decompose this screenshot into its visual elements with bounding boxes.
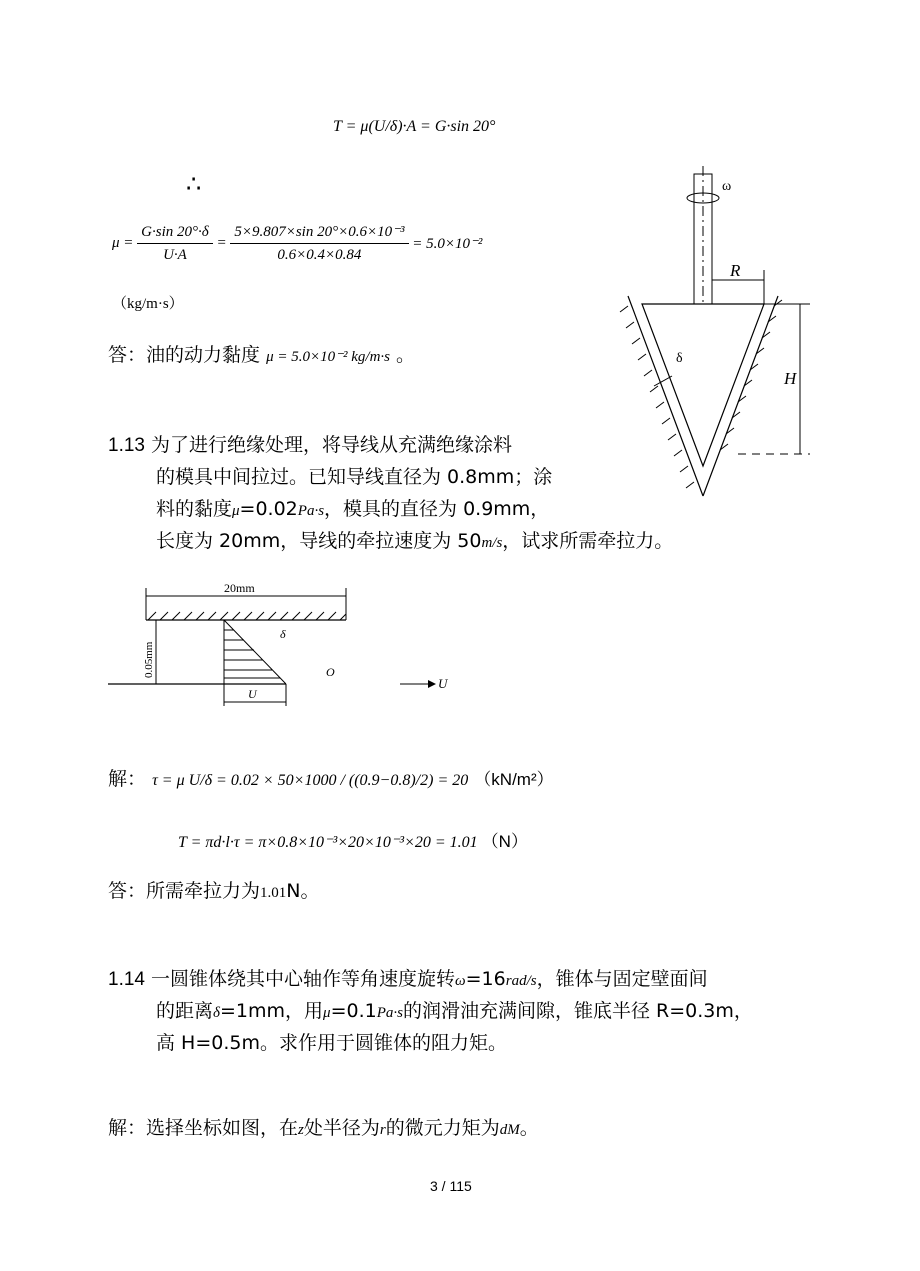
text: ，锥体与固定壁面间 — [536, 968, 708, 990]
problem-1-14-line3: 高 H=0.5m。求作用于圆锥体的阻力矩。 — [156, 1032, 507, 1054]
eq2-fraction-1 — [137, 221, 213, 266]
equation-pull-force — [178, 827, 528, 852]
width-label: 20mm — [224, 581, 255, 595]
solution-1-14 — [108, 1113, 539, 1140]
unit: Pa·s — [376, 1005, 403, 1021]
solution-1-13 — [108, 764, 554, 791]
answer2-prefix: 答：所需牵拉力为 — [108, 880, 261, 902]
solution-equation: τ = μ U/δ = 0.02 × 50×1000 / ((0.9−0.8)/2) = 20 — [152, 772, 469, 789]
text: 的微元力矩为 — [385, 1117, 500, 1139]
wire-die-figure — [108, 578, 468, 713]
problem-1-14-line2 — [156, 996, 753, 1023]
text: 长度为 20mm，导线的牵拉速度为 50 — [156, 530, 482, 552]
eq2-f2-denominator: 0.6×0.4×0.84 — [277, 247, 362, 263]
mu-symbol: μ — [323, 1005, 331, 1021]
text: =0.02 — [239, 498, 298, 520]
mu-symbol: μ — [232, 503, 240, 519]
text: 料的黏度 — [156, 498, 233, 520]
text: 处半径为 — [303, 1117, 380, 1139]
eq2-f2-numerator: 5×9.807×sin 20°×0.6×10⁻³ — [230, 221, 408, 244]
text: 解：选择坐标如图，在 — [108, 1117, 299, 1139]
problem-1-13-line2: 的模具中间拉过。已知导线直径为 0.8mm；涂 — [156, 466, 553, 488]
eq2-f1-denominator: U·A — [163, 247, 187, 263]
solution-prefix: 解： — [108, 768, 147, 790]
o-symbol: O — [326, 665, 335, 679]
cone-figure — [618, 166, 818, 506]
text: =16 — [465, 968, 506, 990]
answer1-suffix: 。 — [396, 344, 416, 366]
unit: m/s — [481, 535, 503, 551]
omega-symbol: ω — [455, 973, 466, 989]
answer2-unit: N。 — [286, 880, 320, 902]
text: =0.1 — [330, 1000, 377, 1022]
page-number: 3 / 115 — [430, 1178, 472, 1194]
eq-t-text: T = πd·l·τ = π×0.8×10⁻³×20×10⁻³×20 = 1.01 — [178, 834, 478, 851]
r-symbol: r — [379, 1122, 386, 1138]
text: 的润滑油充满间隙，锥底半径 R=0.3m， — [402, 1000, 753, 1022]
answer1-prefix: 答：油的动力黏度 — [108, 344, 261, 366]
solution-unit: （kN/m²） — [474, 770, 554, 789]
r-label: R — [730, 261, 741, 280]
eq2-result: = 5.0×10⁻² — [412, 236, 483, 252]
answer2-value: 1.01 — [260, 885, 287, 901]
unit: Pa·s — [297, 503, 325, 519]
problem-1-13-line1 — [108, 430, 512, 457]
answer-pull-force — [108, 876, 319, 903]
problem-text: 为了进行绝缘处理，将导线从充满绝缘涂料 — [151, 434, 513, 456]
answer-viscosity — [108, 340, 415, 367]
problem-1-14-line1 — [108, 964, 708, 991]
z-symbol: z — [298, 1122, 304, 1138]
text: 的距离 — [156, 1000, 214, 1022]
h-label: H — [784, 369, 797, 388]
text: 。 — [519, 1117, 539, 1139]
text: ，模具的直径为 0.9mm， — [324, 498, 550, 520]
therefore-symbol: ∴ — [186, 170, 202, 198]
text: 一圆锥体绕其中心轴作等角速度旋转 — [151, 968, 456, 990]
eq2-f1-numerator: G·sin 20°·δ — [137, 221, 213, 244]
delta-symbol: δ — [213, 1005, 220, 1021]
answer1-value: μ = 5.0×10⁻² kg/m·s — [266, 349, 390, 365]
gap-label: 0.05mm — [143, 641, 155, 678]
delta-symbol: δ — [280, 627, 286, 641]
problem-number: 1.13 — [108, 435, 145, 456]
equation-viscosity: μ = $\frac{G\cdot\sin 20^\circ\cdot\delta}{U\cdot A}$ = $\frac{\text{5×9.807×sin 20°×0.6×10⁻³}}{0.6\times 0.4\times 0.84}$ = 5.0×10⁻² — [112, 221, 482, 266]
text: ，试求所需牵拉力。 — [502, 530, 674, 552]
u-arrow-label: U — [438, 676, 448, 691]
equation-text: T = μ(U/δ)·A = G·sin 20° — [333, 118, 496, 135]
problem-1-13-line4 — [156, 526, 673, 553]
text: =1mm，用 — [220, 1000, 324, 1022]
u-dim-label: U — [248, 687, 257, 701]
dm-symbol: dM — [499, 1122, 520, 1138]
problem-number: 1.14 — [108, 969, 145, 990]
eq-t-unit: （N） — [481, 832, 528, 851]
unit: rad/s — [505, 973, 537, 989]
equation-shear-force — [333, 118, 495, 136]
omega-label: ω — [722, 179, 732, 194]
eq2-lhs: μ = — [112, 235, 134, 251]
unit-kg-per-ms: （kg/m·s） — [112, 296, 184, 312]
problem-1-13-line3 — [156, 494, 549, 521]
eq2-fraction-2 — [230, 221, 408, 266]
delta-label: δ — [676, 351, 683, 366]
